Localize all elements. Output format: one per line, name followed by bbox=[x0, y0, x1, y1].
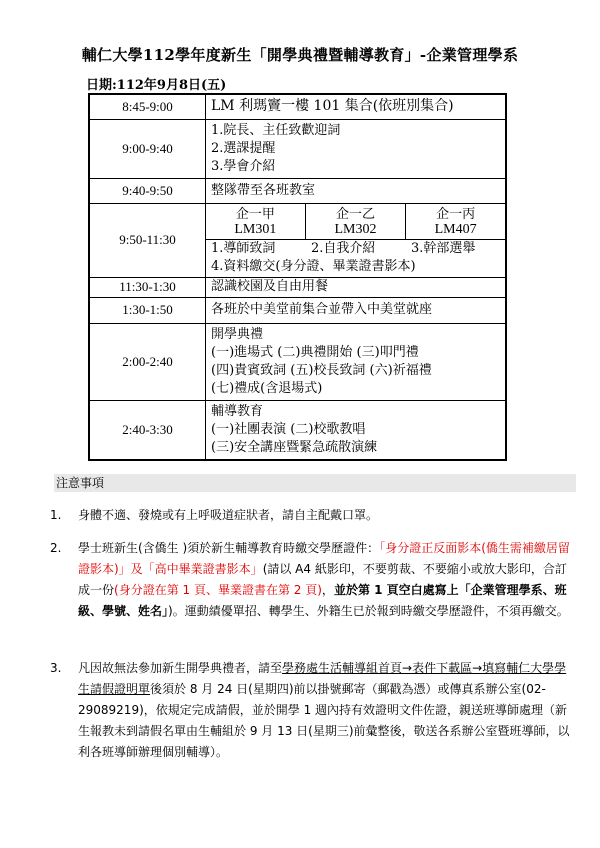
schedule-row bbox=[89, 119, 506, 178]
activity-line: 2.選課提醒 bbox=[211, 140, 276, 156]
class-cell bbox=[305, 204, 405, 240]
activity-line: 整隊帶至各班教室 bbox=[211, 182, 316, 198]
document-title: 輔仁大學112學年度新生「開學典禮暨輔導教育」-企業管理學系 bbox=[81, 46, 519, 64]
activity-line: 輔導教育 bbox=[211, 403, 264, 419]
note-text-part: ， bbox=[321, 583, 334, 597]
schedule-activity bbox=[206, 323, 507, 400]
schedule-activity bbox=[206, 203, 507, 277]
leave-form-path-text: 學務處生活輔導組首頁→表件下載區→填寫輔仁大學學生請假證明單 bbox=[78, 661, 567, 696]
note-item bbox=[50, 658, 570, 763]
schedule-activity bbox=[206, 400, 507, 460]
activity-line: 各班於中美堂前集合並帶入中美堂就座 bbox=[211, 302, 433, 317]
activity-line: 開學典禮 bbox=[211, 326, 264, 342]
note-text-part: )。運動績優單招、轉學生、外籍生已於報到時繳交學歷證件，不須再繳交。 bbox=[168, 604, 569, 618]
note-item bbox=[50, 538, 570, 622]
schedule-time: 9:00-9:40 bbox=[89, 119, 206, 178]
schedule-activity bbox=[206, 94, 507, 119]
activity-line: LM 利瑪竇一樓 101 集合(依班別集合) bbox=[211, 98, 454, 115]
activity-line: (一)進場式 (二)典禮開始 (三)叩門禮 bbox=[211, 344, 419, 360]
activity-line: 1.院長、主任致歡迎詞 bbox=[211, 122, 341, 138]
class-cell bbox=[206, 204, 305, 240]
note-number: 2. bbox=[50, 541, 62, 555]
activity-line: (七)禮成(含退場式) bbox=[211, 380, 323, 396]
schedule-time: 9:50-11:30 bbox=[89, 203, 206, 277]
notes-heading: 注意事項 bbox=[54, 474, 576, 492]
schedule-row bbox=[89, 178, 506, 203]
activity-line: (一)社團表演 (二)校歌教唱 bbox=[211, 421, 366, 437]
schedule-time: 2:40-3:30 bbox=[89, 400, 206, 460]
event-date: 日期:112年9月8日(五) bbox=[86, 78, 227, 93]
schedule-activity bbox=[206, 297, 507, 323]
activity-item: 2.自我介紹 bbox=[311, 241, 376, 257]
activity-line: (三)安全講座暨緊急疏散演練 bbox=[211, 439, 378, 455]
note-number: 1. bbox=[50, 508, 62, 522]
note-text bbox=[78, 538, 570, 622]
note-text-part: 學士班新生(含僑生 )須於新生輔導教育時繳交學歷證件： bbox=[78, 541, 380, 555]
schedule-row bbox=[89, 94, 506, 119]
schedule-table bbox=[88, 93, 507, 461]
page-order-text: (身分證在第 1 頁、畢業證書在第 2 頁) bbox=[114, 583, 322, 597]
schedule-time: 2:00-2:40 bbox=[89, 323, 206, 400]
note-text-part: 後須於 8 月 24 日(星期四)前以掛號郵寄（郵戳為憑）或傳真系辦公室(02-29089219)，依規定完成請假，並於開學 1 週內持有效證明文件佐證，親送班導師處理（新生報教未到請假名單由生輔組於 9 月 13 日(星期三)前彙整後，敬送各系辦公室暨班導師，以利各班導師辦理個別輔導）。 bbox=[78, 682, 570, 759]
class-name: 企一乙 bbox=[335, 206, 375, 222]
schedule-row bbox=[89, 203, 506, 277]
schedule-row bbox=[89, 400, 506, 460]
class-items bbox=[206, 240, 505, 277]
schedule-activity bbox=[206, 277, 507, 297]
activity-item: 3.幹部選舉 bbox=[411, 241, 476, 257]
activity-line: (四)貴賓致詞 (五)校長致詞 (六)祈福禮 bbox=[211, 362, 432, 378]
class-name: 企一甲 bbox=[235, 206, 275, 222]
class-room-table bbox=[206, 204, 505, 277]
note-text-part: 凡因故無法參加新生開學典禮者，請至 bbox=[78, 661, 283, 675]
schedule-time: 8:45-9:00 bbox=[89, 94, 206, 119]
activity-line: 3.學會介紹 bbox=[211, 158, 276, 174]
schedule-activity bbox=[206, 178, 507, 203]
class-room: LM301 bbox=[234, 221, 277, 237]
schedule-time: 1:30-1:50 bbox=[89, 297, 206, 323]
activity-item: 1.導師致詞 bbox=[211, 241, 276, 257]
note-text-part: (請以 A4 紙影印，不要剪裁、不要縮小或放大影印，合訂成一份 bbox=[78, 562, 567, 597]
schedule-time: 11:30-1:30 bbox=[89, 277, 206, 297]
schedule-row bbox=[89, 323, 506, 400]
note-item bbox=[50, 505, 570, 526]
note-text bbox=[78, 658, 570, 763]
class-room: LM407 bbox=[434, 221, 477, 237]
note-number: 3. bbox=[50, 661, 62, 675]
class-room: LM302 bbox=[334, 221, 377, 237]
schedule-row bbox=[89, 277, 506, 297]
activity-line: 4.資料繳交(身分證、畢業證書影本) bbox=[211, 259, 416, 275]
schedule-time: 9:40-9:50 bbox=[89, 178, 206, 203]
required-documents-text: 「身分證正反面影本(僑生需補繳居留證影本)」及「高中畢業證書影本」 bbox=[78, 541, 570, 576]
schedule-activity bbox=[206, 119, 507, 178]
note-text: 身體不適、發燒或有上呼吸道症狀者，請自主配戴口罩。 bbox=[78, 508, 379, 522]
activity-line: 認識校園及自由用餐 bbox=[211, 279, 329, 294]
schedule-row bbox=[89, 297, 506, 323]
labeling-instruction-text: 並於第 1 頁空白處寫上「企業管理學系、班級、學號、姓名」 bbox=[78, 583, 567, 618]
class-cell bbox=[406, 204, 505, 240]
class-name: 企一丙 bbox=[436, 206, 476, 222]
class-items-row bbox=[211, 240, 505, 258]
